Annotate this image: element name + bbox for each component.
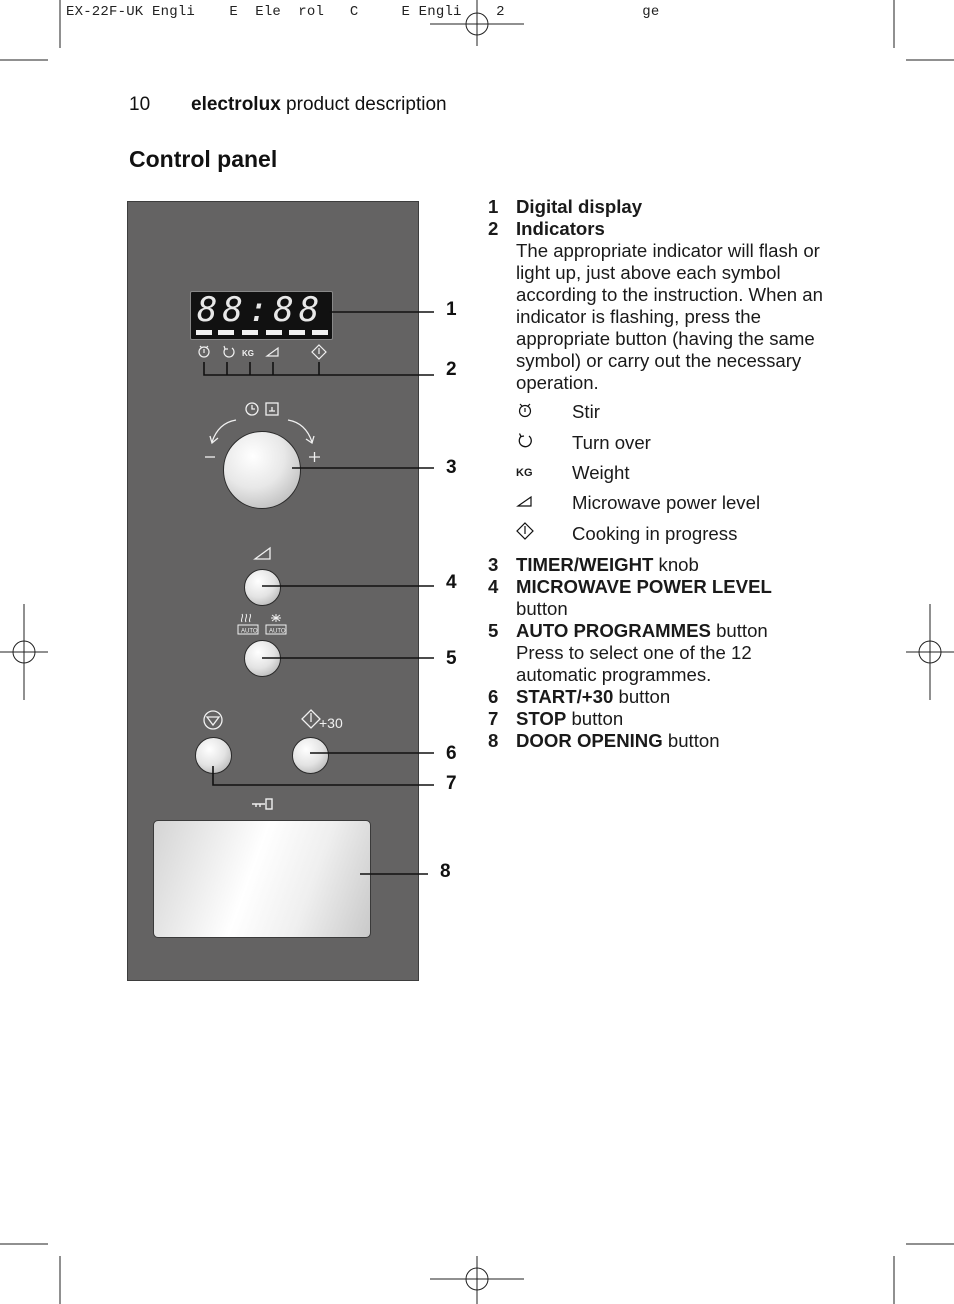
svg-text:AUTO: AUTO [241,628,258,635]
item-suffix: button [662,729,720,751]
list-item [488,554,828,576]
callout-number: 3 [446,457,457,478]
page-number: 10 [129,94,151,115]
item-title: TIMER/WEIGHT [516,553,654,575]
component-description-list [488,196,828,752]
symbol-row [516,519,828,549]
item-number: 7 [488,707,499,729]
item-title: Digital display [516,196,643,217]
item-title: MICROWAVE POWER LEVEL [516,575,772,597]
item-number: 8 [488,729,499,751]
list-item [488,196,828,218]
symbol-label: Weight [572,461,630,483]
callout-number: 5 [446,648,457,669]
list-item [488,218,828,394]
item-title: Indicators [516,218,605,239]
symbol-label: Cooking in progress [572,522,738,544]
item-title: START/+30 [516,685,614,707]
weight-icon: KG [516,466,533,479]
display-digits: 88:88 [197,290,325,330]
item-note: The appropriate indicator will flash or light up, just above each symbol according to the instruction. When an indicator is flashing, press the appropriate button (having the same symbol) or carry out the necessary operation. [516,240,823,393]
weight-icon: KG [242,349,254,358]
power-level-icon [516,492,534,510]
callout-number: 1 [446,299,457,320]
callout-number: 2 [446,359,457,380]
item-note: button [516,597,568,619]
plus-30-label: +30 [319,715,343,731]
callout-number: 4 [446,572,457,593]
item-note: Press to select one of the 12 automatic programmes. [516,641,752,685]
list-item [488,620,828,686]
item-number: 1 [488,196,499,217]
callout-number: 6 [446,743,457,764]
item-title: DOOR OPENING [516,729,663,751]
item-suffix: button [566,707,624,729]
print-slug: EX-22F-UK Engli E Ele rol C E Engli 2 ge [66,4,660,20]
section-name: product description [286,94,447,115]
symbol-label: Microwave power level [572,492,761,514]
list-item [488,708,828,730]
symbol-label: Stir [572,401,600,423]
item-title: STOP [516,707,567,729]
brand-name: electrolux [191,94,281,115]
item-suffix: knob [653,553,699,575]
turn-over-icon [516,431,534,449]
symbol-row [516,397,828,427]
cooking-in-progress-icon [516,522,534,540]
item-number: 4 [488,575,499,597]
symbol-label: Turn over [572,431,651,453]
item-suffix: button [710,619,768,641]
item-suffix: button [613,685,671,707]
stir-icon [516,401,534,419]
symbol-row [516,427,828,457]
list-item [488,730,828,752]
callout-number: 8 [440,861,451,882]
symbol-row [516,488,828,518]
item-title: AUTO PROGRAMMES [516,619,711,641]
item-number: 3 [488,553,499,575]
symbol-row [516,458,828,488]
item-number: 6 [488,685,499,707]
page-title: Control panel [129,146,278,172]
svg-text:AUTO: AUTO [269,628,286,635]
item-number: 5 [488,619,499,641]
callout-number: 7 [446,773,457,794]
list-item [488,686,828,708]
item-number: 2 [488,218,499,239]
list-item [488,576,828,620]
